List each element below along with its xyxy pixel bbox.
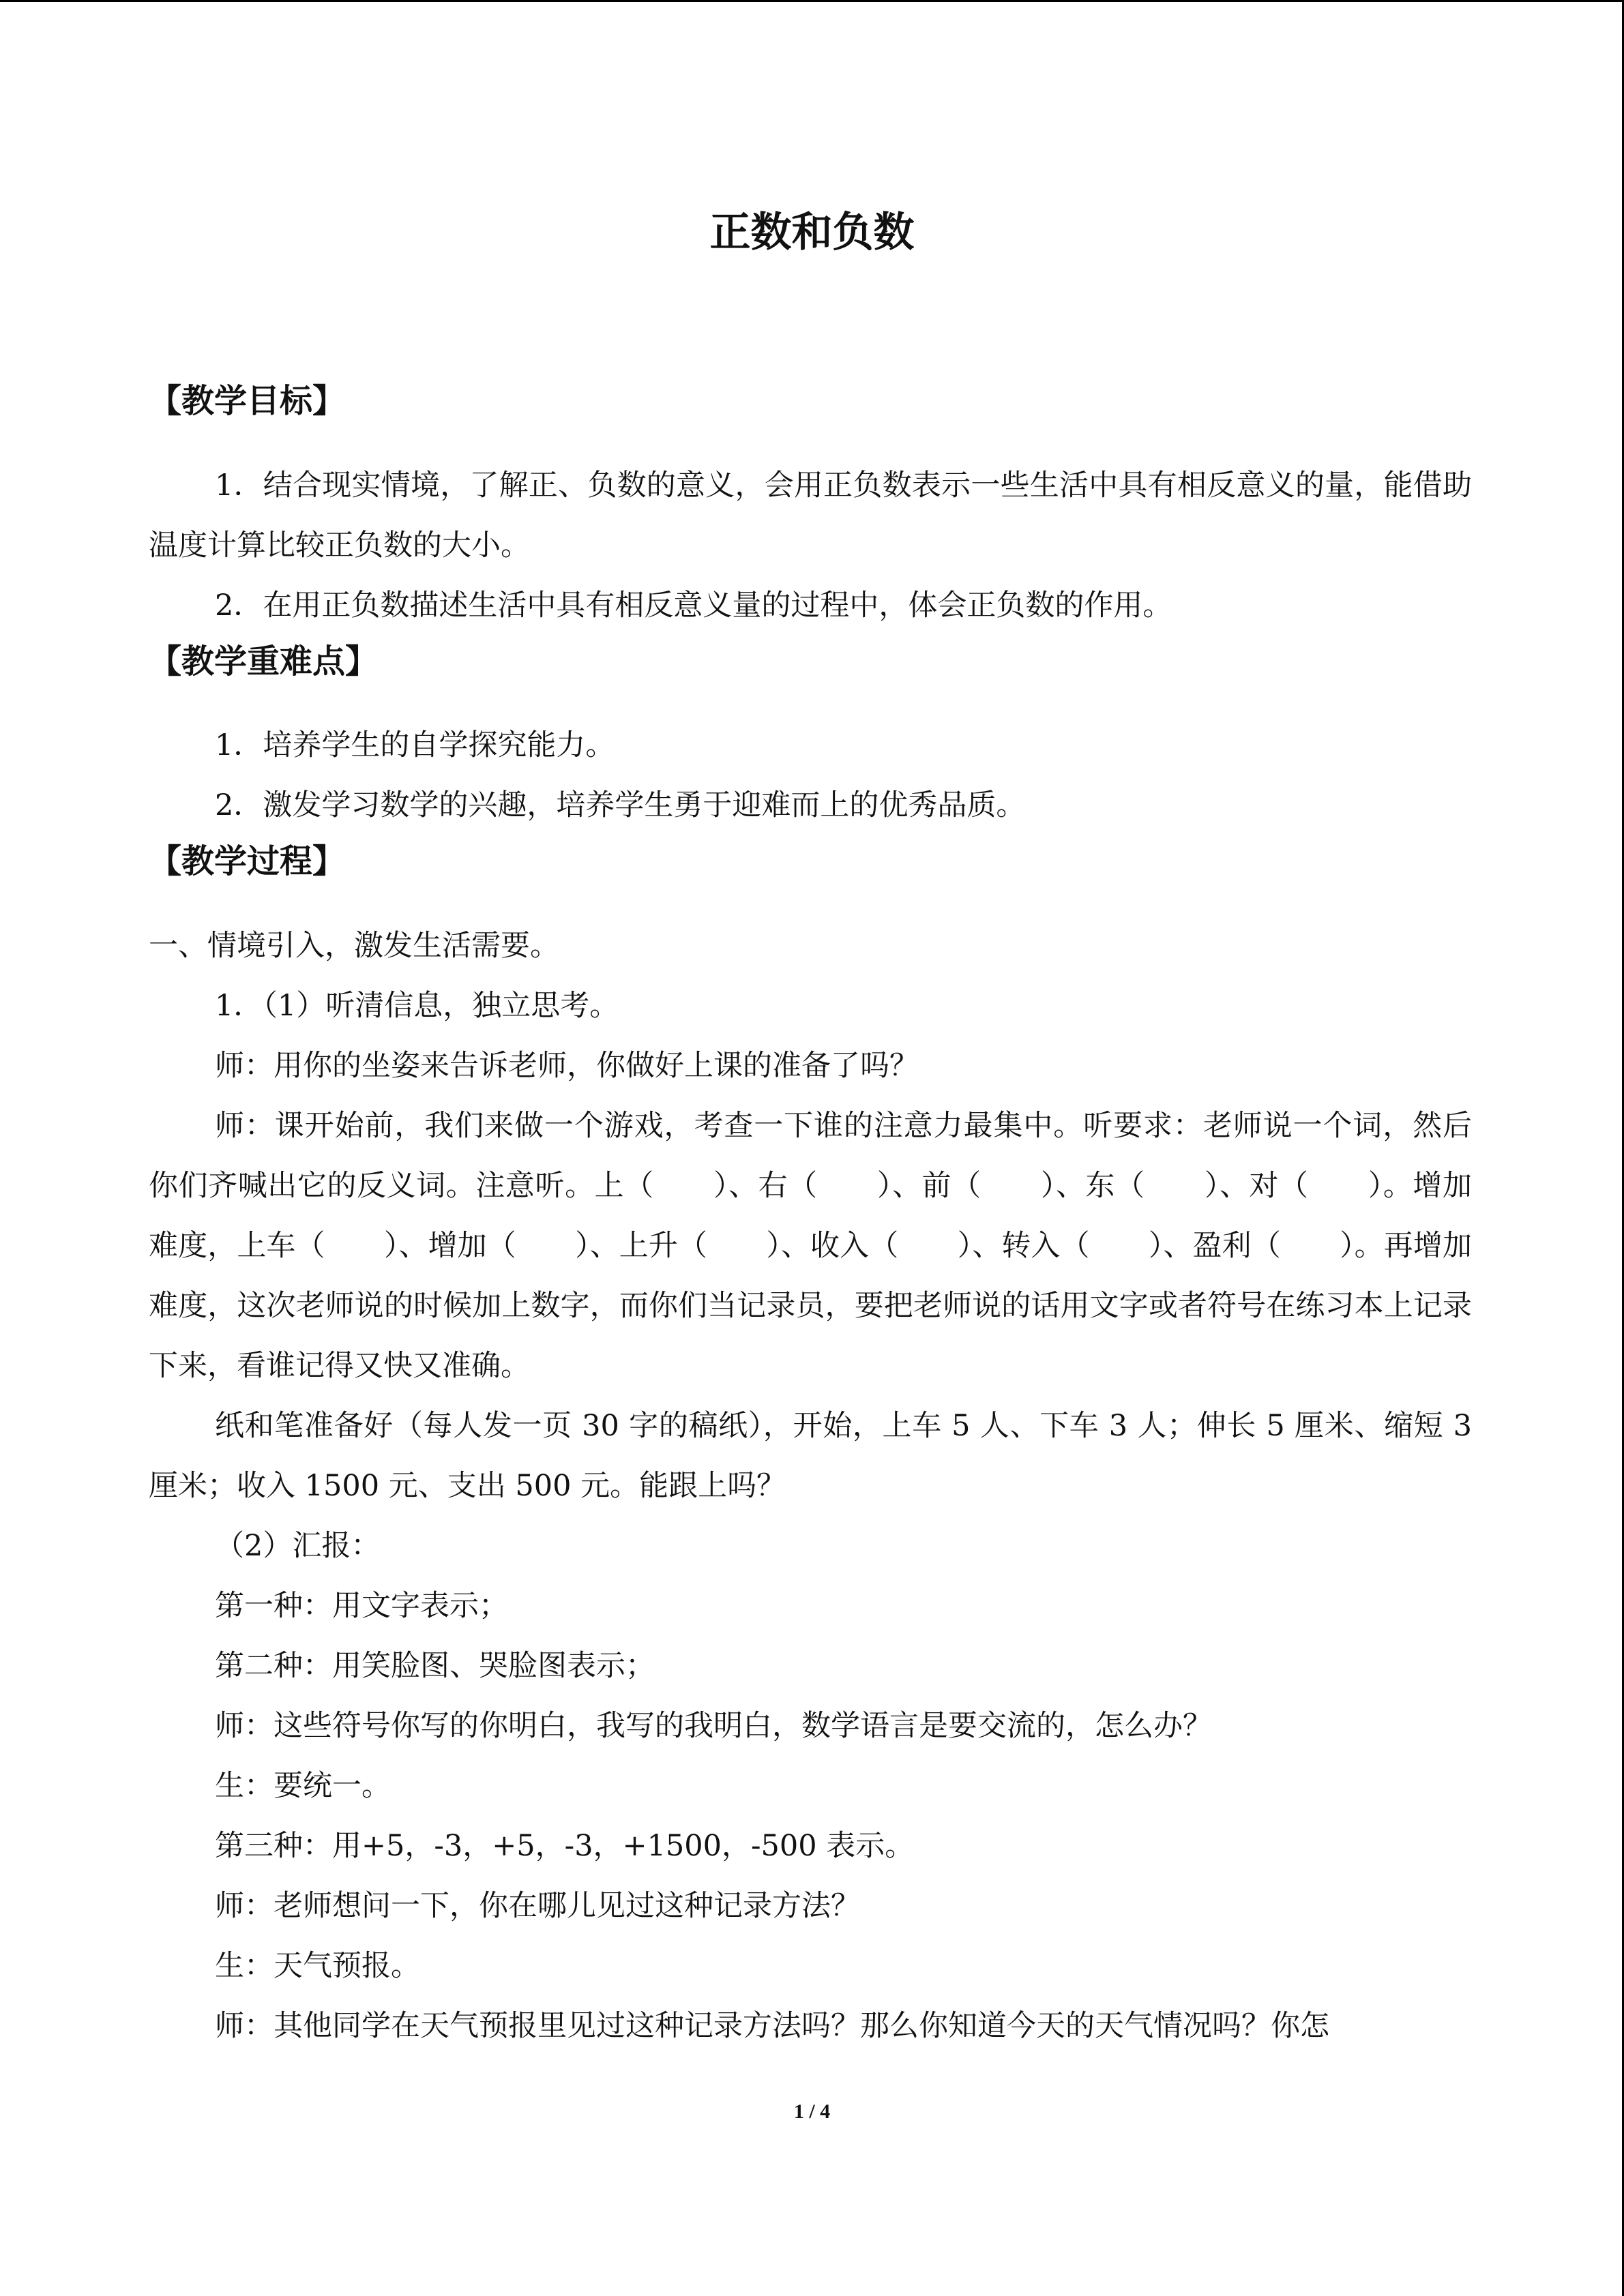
section-heading-key-difficulties: 【教学重难点】: [149, 642, 379, 681]
section-heading-teaching-goals: 【教学目标】: [149, 382, 346, 420]
subsection-heading: 一、情境引入，激发生活需要。: [149, 928, 559, 963]
paragraph: 纸和笔准备好（每人发一页 30 字的稿纸），开始，上车 5 人、下车 3 人；伸长 5 厘米、缩短 3 厘米；收入 1500 元、支出 500 元。能跟上吗？: [149, 1408, 1472, 1503]
paragraph: 师：老师想问一下，你在哪儿见过这种记录方法？: [215, 1888, 860, 1923]
paragraph: 第一种：用文字表示；: [215, 1588, 508, 1623]
paragraph: 生：要统一。: [215, 1768, 391, 1803]
paragraph: （2）汇报：: [215, 1528, 381, 1563]
page-number: 1 / 4: [793, 2100, 831, 2123]
paragraph: 师：这些符号你写的你明白，我写的我明白，数学语言是要交流的，怎么办？: [215, 1708, 1212, 1743]
paragraph: 1．结合现实情境，了解正、负数的意义，会用正负数表示一些生活中具有相反意义的量，能借助温度计算比较正负数的大小。: [149, 468, 1472, 563]
document-body: [149, 382, 1472, 2056]
paragraph: 生：天气预报。: [215, 1948, 420, 1983]
paragraph: 2．激发学习数学的兴趣，培养学生勇于迎难而上的优秀品质。: [215, 788, 1026, 823]
page-top-border: [0, 0, 1624, 2]
paragraph: 师：课开始前，我们来做一个游戏，考查一下谁的注意力最集中。听要求：老师说一个词，然后你们齐喊出它的反义词。注意听。上（ ）、右（ ）、前（ ）、东（ ）、对（ ）。增加难度，上车（ ）、增加（ ）、上升（ ）、收入（ ）、转入（ ）、盈利（ ）。再增加难度，这次老师说的时候加上数字，而你们当记录员，要把老师说的话用文字或者符号在练习本上记录下来，看谁记得又快又准确。: [149, 1108, 1472, 1383]
paragraph: 1．培养学生的自学探究能力。: [215, 728, 615, 763]
paragraph: 第三种：用+5，-3，+5，-3，+1500，-500 表示。: [215, 1828, 915, 1863]
paragraph: 2．在用正负数描述生活中具有相反意义量的过程中，体会正负数的作用。: [215, 588, 1172, 623]
paragraph: 1．（1）听清信息，独立思考。: [215, 988, 619, 1023]
paragraph: 师：用你的坐姿来告诉老师，你做好上课的准备了吗？: [215, 1048, 919, 1083]
paragraph: 第二种：用笑脸图、哭脸图表示；: [215, 1648, 655, 1683]
section-heading-teaching-process: 【教学过程】: [149, 842, 346, 881]
page-title: 正数和负数: [709, 209, 915, 256]
paragraph: 师：其他同学在天气预报里见过这种记录方法吗？那么你知道今天的天气情况吗？你怎: [215, 2008, 1329, 2043]
